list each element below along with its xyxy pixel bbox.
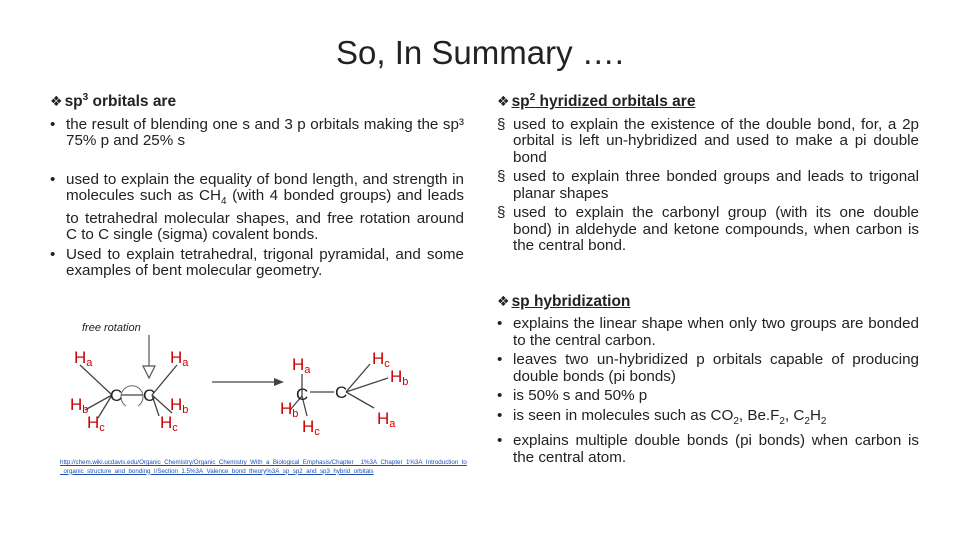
sp3-heading-suffix: orbitals are	[88, 93, 177, 111]
transition-arrow-icon	[274, 378, 284, 386]
list-item	[497, 352, 919, 385]
diamond-bullet-icon: ❖	[497, 93, 510, 110]
bond	[152, 365, 177, 395]
square-bullet-icon: §	[497, 204, 506, 222]
diamond-bullet-icon: ❖	[50, 93, 63, 110]
source-link[interactable]: http://chem.wiki.ucdavis.edu/Organic_Chemistry/Organic_Chemistry_With_a_Biological_Emphasis/Chapter__1%3A_Chapter_1%3A_Introduction_to_organic_structure_and_bonding_I/Section_1.5%3A_Valence_bond_theory%3A_sp_sp2_and_sp3_hybrid_orbitals	[60, 459, 467, 475]
hydrogen-atom: Ha	[292, 355, 311, 376]
list-item-text: is 50% s and 50% p	[513, 387, 648, 405]
ethane-rotation-diagram	[52, 318, 472, 448]
bullet-icon: •	[497, 351, 503, 369]
hydrogen-atom: Hb	[390, 367, 409, 388]
bullet-icon: •	[50, 170, 56, 188]
list-item	[497, 169, 919, 202]
formula-sub: 2	[804, 415, 810, 427]
sp2-list	[497, 117, 919, 255]
list-item	[497, 117, 919, 167]
sp2-heading-sup: 2	[529, 92, 536, 103]
formula-part: , C	[784, 406, 805, 424]
carbon-atom: C	[335, 383, 348, 402]
list-item	[497, 316, 919, 349]
right-column	[497, 90, 919, 469]
carbon-atom: C	[110, 386, 123, 405]
bullet-icon: •	[497, 315, 503, 333]
bullet-icon: •	[497, 406, 503, 424]
hydrogen-atom: Hc	[372, 349, 390, 370]
diamond-bullet-icon: ❖	[497, 292, 510, 309]
list-item-text: explains multiple double bonds (pi bonds) when carbon is the central atom.	[513, 432, 919, 466]
square-bullet-icon: §	[497, 115, 506, 133]
sp3-heading-prefix: sp	[64, 93, 83, 111]
hydrogen-atom: Ha	[377, 409, 396, 430]
sp-list	[497, 316, 919, 466]
list-item	[497, 388, 919, 405]
hydrogen-atom: Hc	[160, 413, 178, 434]
bullet-icon: •	[50, 245, 56, 263]
hydrogen-atom: Hb	[170, 395, 189, 416]
left-column	[50, 90, 464, 283]
list-item-text: Used to explain tetrahedral, trigonal pyramidal, and some examples of bent molecular geometry.	[66, 245, 464, 280]
sp2-heading-suffix: hyridized orbitals are	[535, 93, 696, 111]
list-item	[50, 117, 464, 150]
formula-sub: 2	[733, 415, 739, 427]
square-bullet-icon: §	[497, 168, 506, 186]
hydrogen-atom: Hc	[87, 413, 105, 434]
hydrogen-atom: Hc	[302, 417, 320, 438]
hydrogen-atom: Ha	[170, 348, 189, 369]
formula-sub: 2	[779, 415, 785, 427]
list-item-text: used to explain the existence of the double bond, for, a 2p orbital is left un-hybridized and used to make a pi double bond	[513, 115, 919, 166]
hydrogen-atom: Ha	[74, 348, 93, 369]
list-item-text: used to explain the carbonyl group (with its one double bond) in aldehyde and ketone compounds, when carbon is the central bond.	[513, 204, 919, 255]
list-item-text: used to explain three bonded groups and leads to trigonal planar shapes	[513, 168, 919, 202]
bullet-icon: •	[497, 387, 503, 405]
bond	[346, 392, 374, 408]
list-item-text: explains the linear shape when only two groups are bonded to the central carbon.	[513, 315, 919, 349]
carbon-atom: C	[296, 385, 309, 404]
free-rotation-caption: free rotation	[82, 322, 141, 334]
sp-heading	[497, 293, 919, 311]
list-item-text: the result of blending one s and 3 p orbitals making the sp³ 75% p and 25% s	[66, 115, 464, 150]
diagram-svg	[52, 318, 472, 448]
list-item	[497, 205, 919, 255]
sp3-heading	[50, 90, 464, 111]
sp2-heading-prefix: sp	[511, 93, 530, 111]
list-item	[50, 247, 464, 280]
sp3-list	[50, 117, 464, 280]
list-item	[497, 408, 919, 431]
rotation-arrow-head-icon	[143, 366, 155, 378]
hydrogen-atom: Hb	[70, 395, 89, 416]
list-item-text: is seen in molecules such as	[513, 406, 711, 424]
formula-part: , Be.F	[738, 406, 780, 424]
ch4-subscript: 4	[220, 196, 227, 208]
hydrogen-atom: Hb	[280, 399, 299, 420]
sp-heading-text: sp hybridization	[511, 292, 631, 310]
formula-part: H	[809, 406, 821, 424]
list-item-text: used to explain the equality of bond length, and strength in molecules such as CH	[66, 170, 464, 205]
list-item	[50, 172, 464, 244]
list-item	[497, 433, 919, 466]
slide-title: So, In Summary ….	[336, 34, 624, 71]
rotation-arc	[121, 386, 143, 406]
bullet-icon: •	[497, 432, 503, 450]
sp3-heading-sup: 3	[82, 92, 89, 103]
bullet-icon: •	[50, 115, 56, 133]
sp2-heading	[497, 90, 919, 111]
list-item-text: (with 4 bonded groups) and leads to tetrahedral molecular shapes, and free rotation around C to C single (sigma) covalent bonds.	[66, 187, 464, 244]
carbon-atom: C	[143, 386, 156, 405]
formula-sub: 2	[820, 415, 827, 427]
formula-part: CO	[710, 406, 734, 424]
bond	[80, 365, 112, 395]
list-item-text: leaves two un-hybridized p orbitals capable of producing double bonds (pi bonds)	[513, 351, 919, 385]
